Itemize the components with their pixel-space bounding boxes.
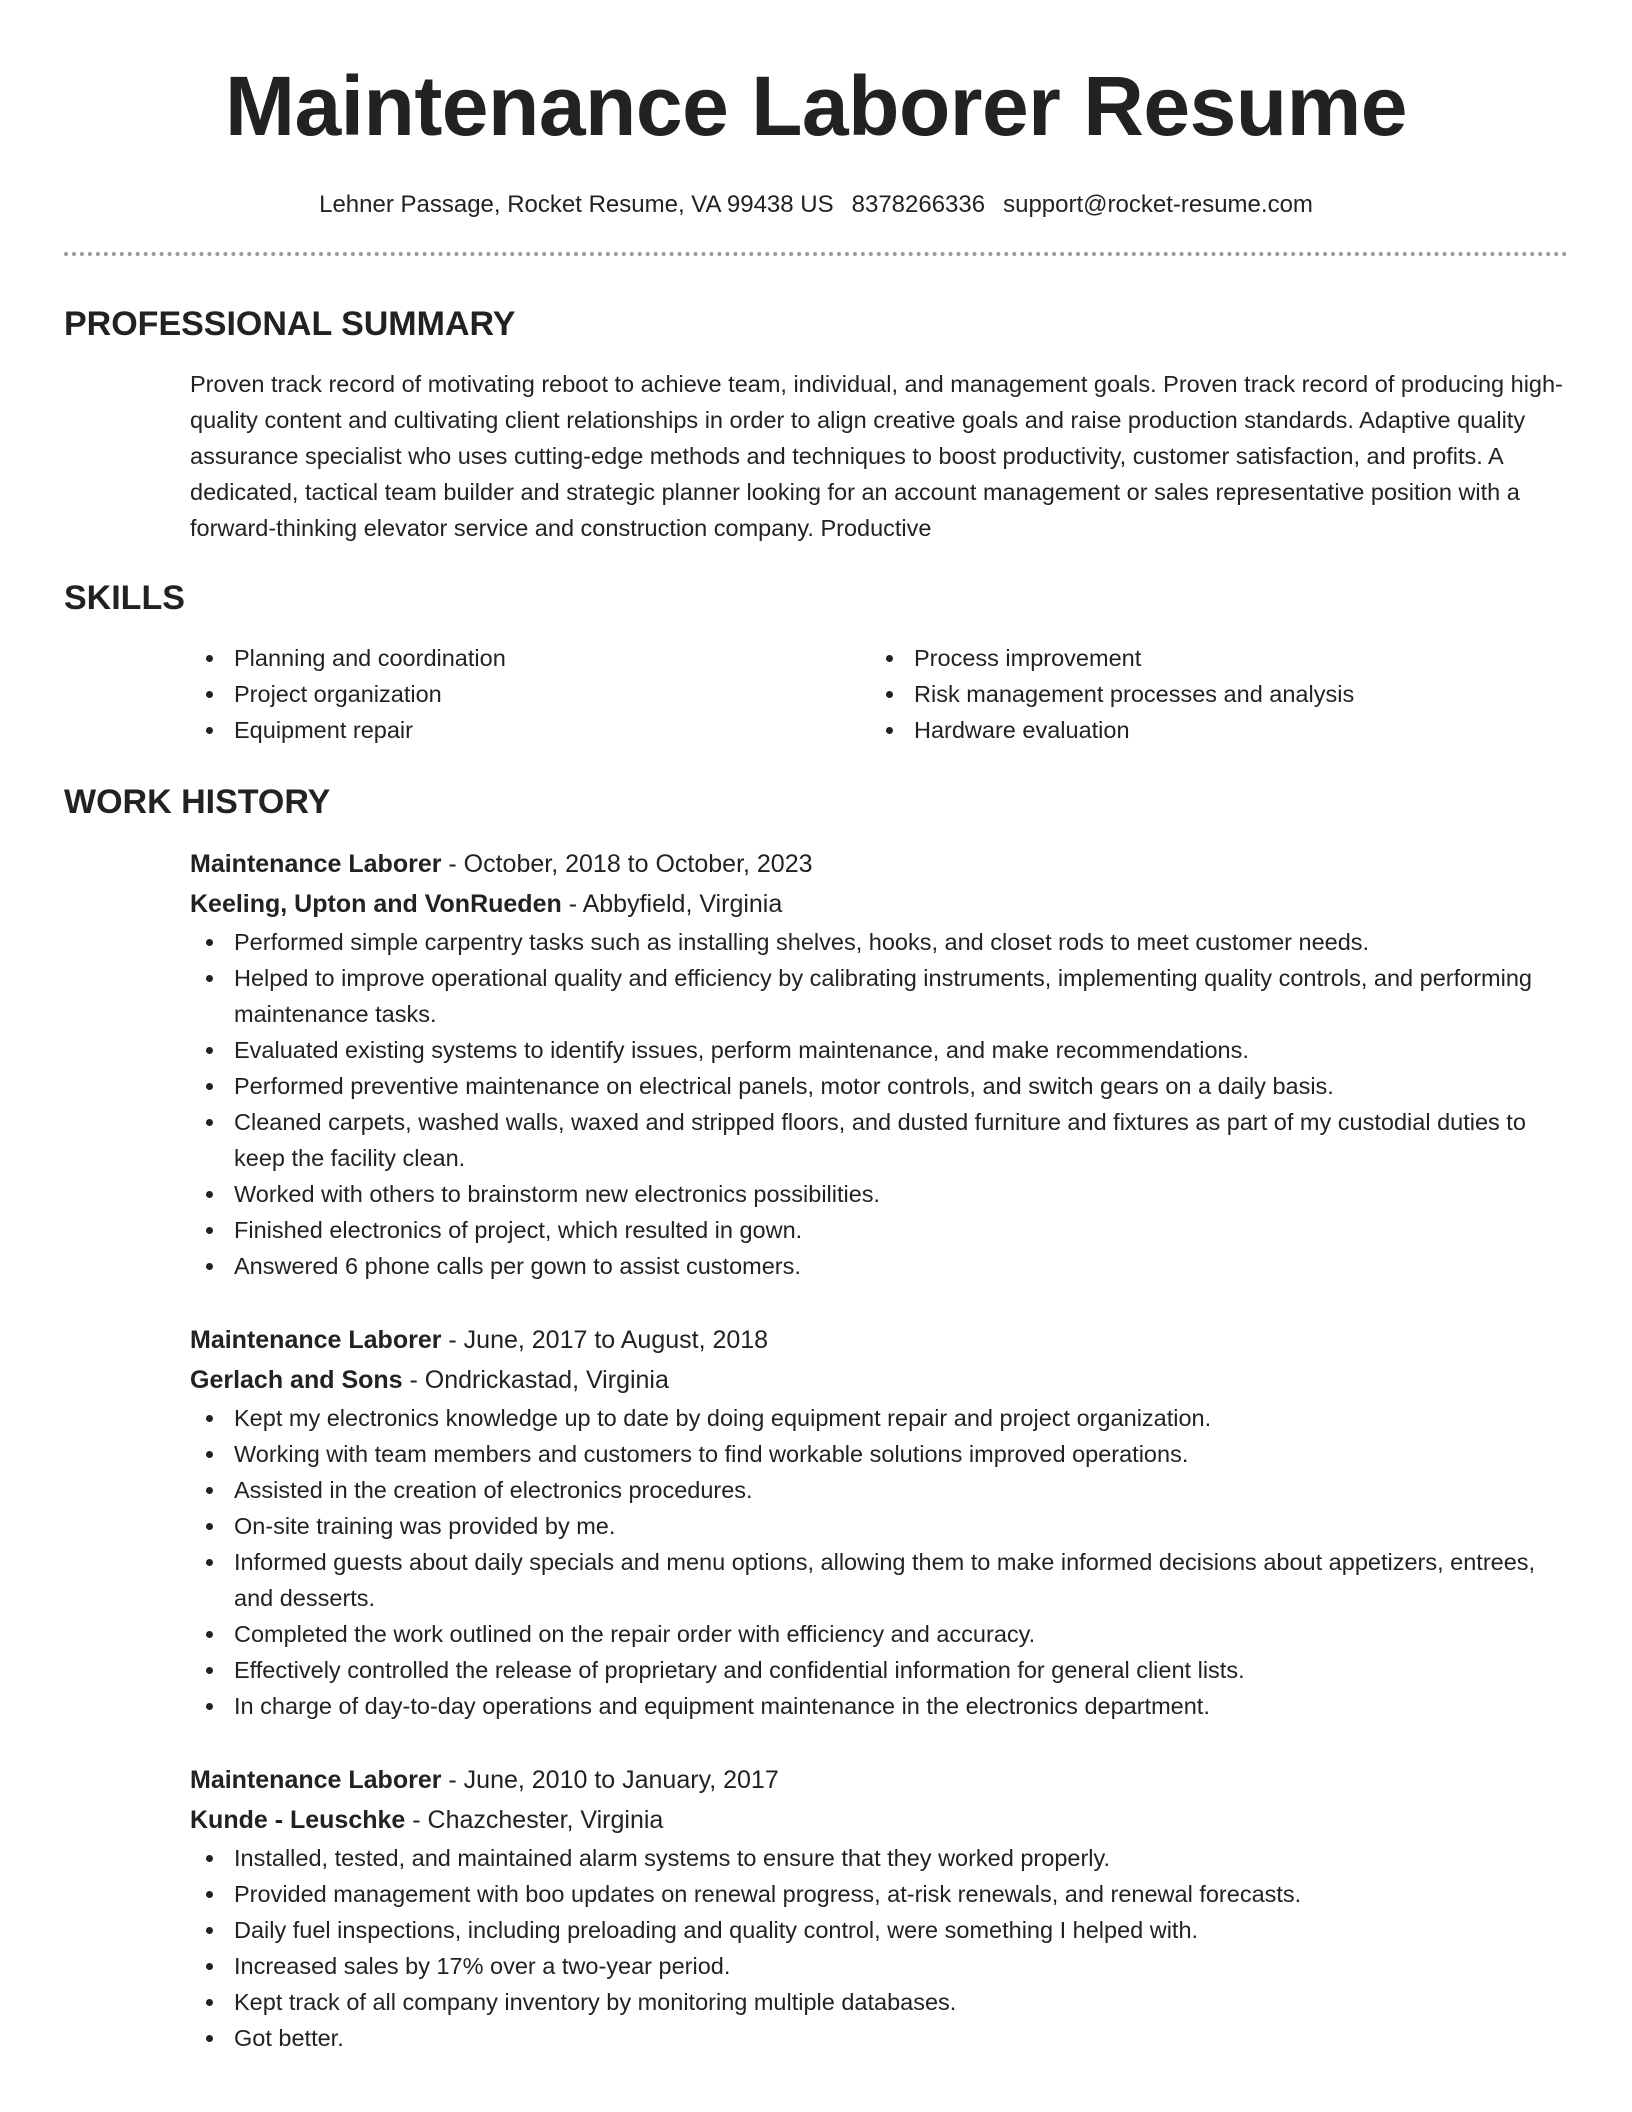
work-history-heading: WORK HISTORY: [64, 783, 331, 821]
job-bullets: [190, 924, 1568, 1284]
summary-text: Proven track record of motivating reboot to achieve team, individual, and management goals. Proven track record of producing high-quality content and cultivating client relationships in order to align creative goals and raise production standards. Adaptive quality assurance specialist who uses cutting-edge methods and techniques to boost productivity, customer satisfaction, and profits. A dedicated, tactical team builder and strategic planner looking for an account management or sales representative position with a forward-thinking elevator service and construction company. Productive: [190, 371, 1563, 541]
header-divider: [64, 252, 1568, 256]
contact-phone: 8378266336: [851, 191, 986, 218]
contact-email: support@rocket-resume.com: [1003, 191, 1313, 218]
job-title: Maintenance Laborer: [190, 850, 442, 878]
skill-item: Project organization: [190, 676, 870, 712]
skills-heading: SKILLS: [64, 579, 185, 617]
job-bullet: Answered 6 phone calls per gown to assist customers.: [190, 1248, 1568, 1284]
skill-item: Equipment repair: [190, 712, 870, 748]
summary-heading: PROFESSIONAL SUMMARY: [64, 305, 516, 343]
job-title-line: [190, 844, 1568, 884]
skills-right-list: [870, 640, 1550, 748]
job-bullet: Helped to improve operational quality and efficiency by calibrating instruments, implementing quality controls, and performing maintenance tasks.: [190, 960, 1568, 1032]
job-bullet: Finished electronics of project, which resulted in gown.: [190, 1212, 1568, 1248]
resume-title: Maintenance Laborer Resume: [224, 59, 1408, 153]
contact-line: [64, 190, 1568, 220]
job-bullet: Provided management with boo updates on renewal progress, at-risk renewals, and renewal forecasts.: [190, 1876, 1568, 1912]
job-dates: - June, 2017 to August, 2018: [441, 1326, 769, 1354]
job-bullet: Assisted in the creation of electronics procedures.: [190, 1472, 1568, 1508]
job-title-line: [190, 1320, 1568, 1360]
work-history-list: [64, 844, 1568, 2056]
skills-left-list: [190, 640, 870, 748]
job-entry: [190, 1320, 1568, 1724]
job-bullets: [190, 1840, 1568, 2056]
job-company: Gerlach and Sons: [190, 1366, 403, 1394]
job-bullet: Got better.: [190, 2020, 1568, 2056]
job-company-line: [190, 884, 1568, 924]
job-bullet: Effectively controlled the release of proprietary and confidential information for general client lists.: [190, 1652, 1568, 1688]
resume-page: [64, 0, 1568, 2056]
job-bullet: Performed preventive maintenance on electrical panels, motor controls, and switch gears on a daily basis.: [190, 1068, 1568, 1104]
job-bullet: Worked with others to brainstorm new electronics possibilities.: [190, 1176, 1568, 1212]
job-entry: [190, 1760, 1568, 2056]
skill-item: Risk management processes and analysis: [870, 676, 1550, 712]
job-bullet: Installed, tested, and maintained alarm systems to ensure that they worked properly.: [190, 1840, 1568, 1876]
job-bullet: Completed the work outlined on the repair order with efficiency and accuracy.: [190, 1616, 1568, 1652]
job-dates: - October, 2018 to October, 2023: [441, 850, 813, 878]
skills-grid: [64, 640, 1568, 748]
job-bullet: On-site training was provided by me.: [190, 1508, 1568, 1544]
job-company-line: [190, 1360, 1568, 1400]
job-location: - Chazchester, Virginia: [405, 1806, 664, 1834]
job-bullets: [190, 1400, 1568, 1724]
job-bullet: Cleaned carpets, washed walls, waxed and stripped floors, and dusted furniture and fixtures as part of my custodial duties to keep the facility clean.: [190, 1104, 1568, 1176]
job-title-line: [190, 1760, 1568, 1800]
contact-address: Lehner Passage, Rocket Resume, VA 99438 US: [319, 191, 834, 218]
job-company: Keeling, Upton and VonRueden: [190, 890, 562, 918]
job-bullet: Performed simple carpentry tasks such as installing shelves, hooks, and closet rods to meet customer needs.: [190, 924, 1568, 960]
job-bullet: Daily fuel inspections, including preloading and quality control, were something I helped with.: [190, 1912, 1568, 1948]
job-location: - Ondrickastad, Virginia: [402, 1366, 669, 1394]
job-bullet: Increased sales by 17% over a two-year period.: [190, 1948, 1568, 1984]
job-location: - Abbyfield, Virginia: [561, 890, 783, 918]
job-bullet: Working with team members and customers to find workable solutions improved operations.: [190, 1436, 1568, 1472]
skill-item: Hardware evaluation: [870, 712, 1550, 748]
job-company-line: [190, 1800, 1568, 1840]
job-title: Maintenance Laborer: [190, 1326, 442, 1354]
job-entry: [190, 844, 1568, 1284]
skill-item: Planning and coordination: [190, 640, 870, 676]
job-dates: - June, 2010 to January, 2017: [441, 1766, 779, 1794]
job-company: Kunde - Leuschke: [190, 1806, 406, 1834]
job-bullet: In charge of day-to-day operations and equipment maintenance in the electronics department.: [190, 1688, 1568, 1724]
job-bullet: Evaluated existing systems to identify issues, perform maintenance, and make recommendations.: [190, 1032, 1568, 1068]
skill-item: Process improvement: [870, 640, 1550, 676]
job-bullet: Kept my electronics knowledge up to date by doing equipment repair and project organization.: [190, 1400, 1568, 1436]
job-title: Maintenance Laborer: [190, 1766, 442, 1794]
job-bullet: Informed guests about daily specials and menu options, allowing them to make informed decisions about appetizers, entrees, and desserts.: [190, 1544, 1568, 1616]
job-bullet: Kept track of all company inventory by monitoring multiple databases.: [190, 1984, 1568, 2020]
